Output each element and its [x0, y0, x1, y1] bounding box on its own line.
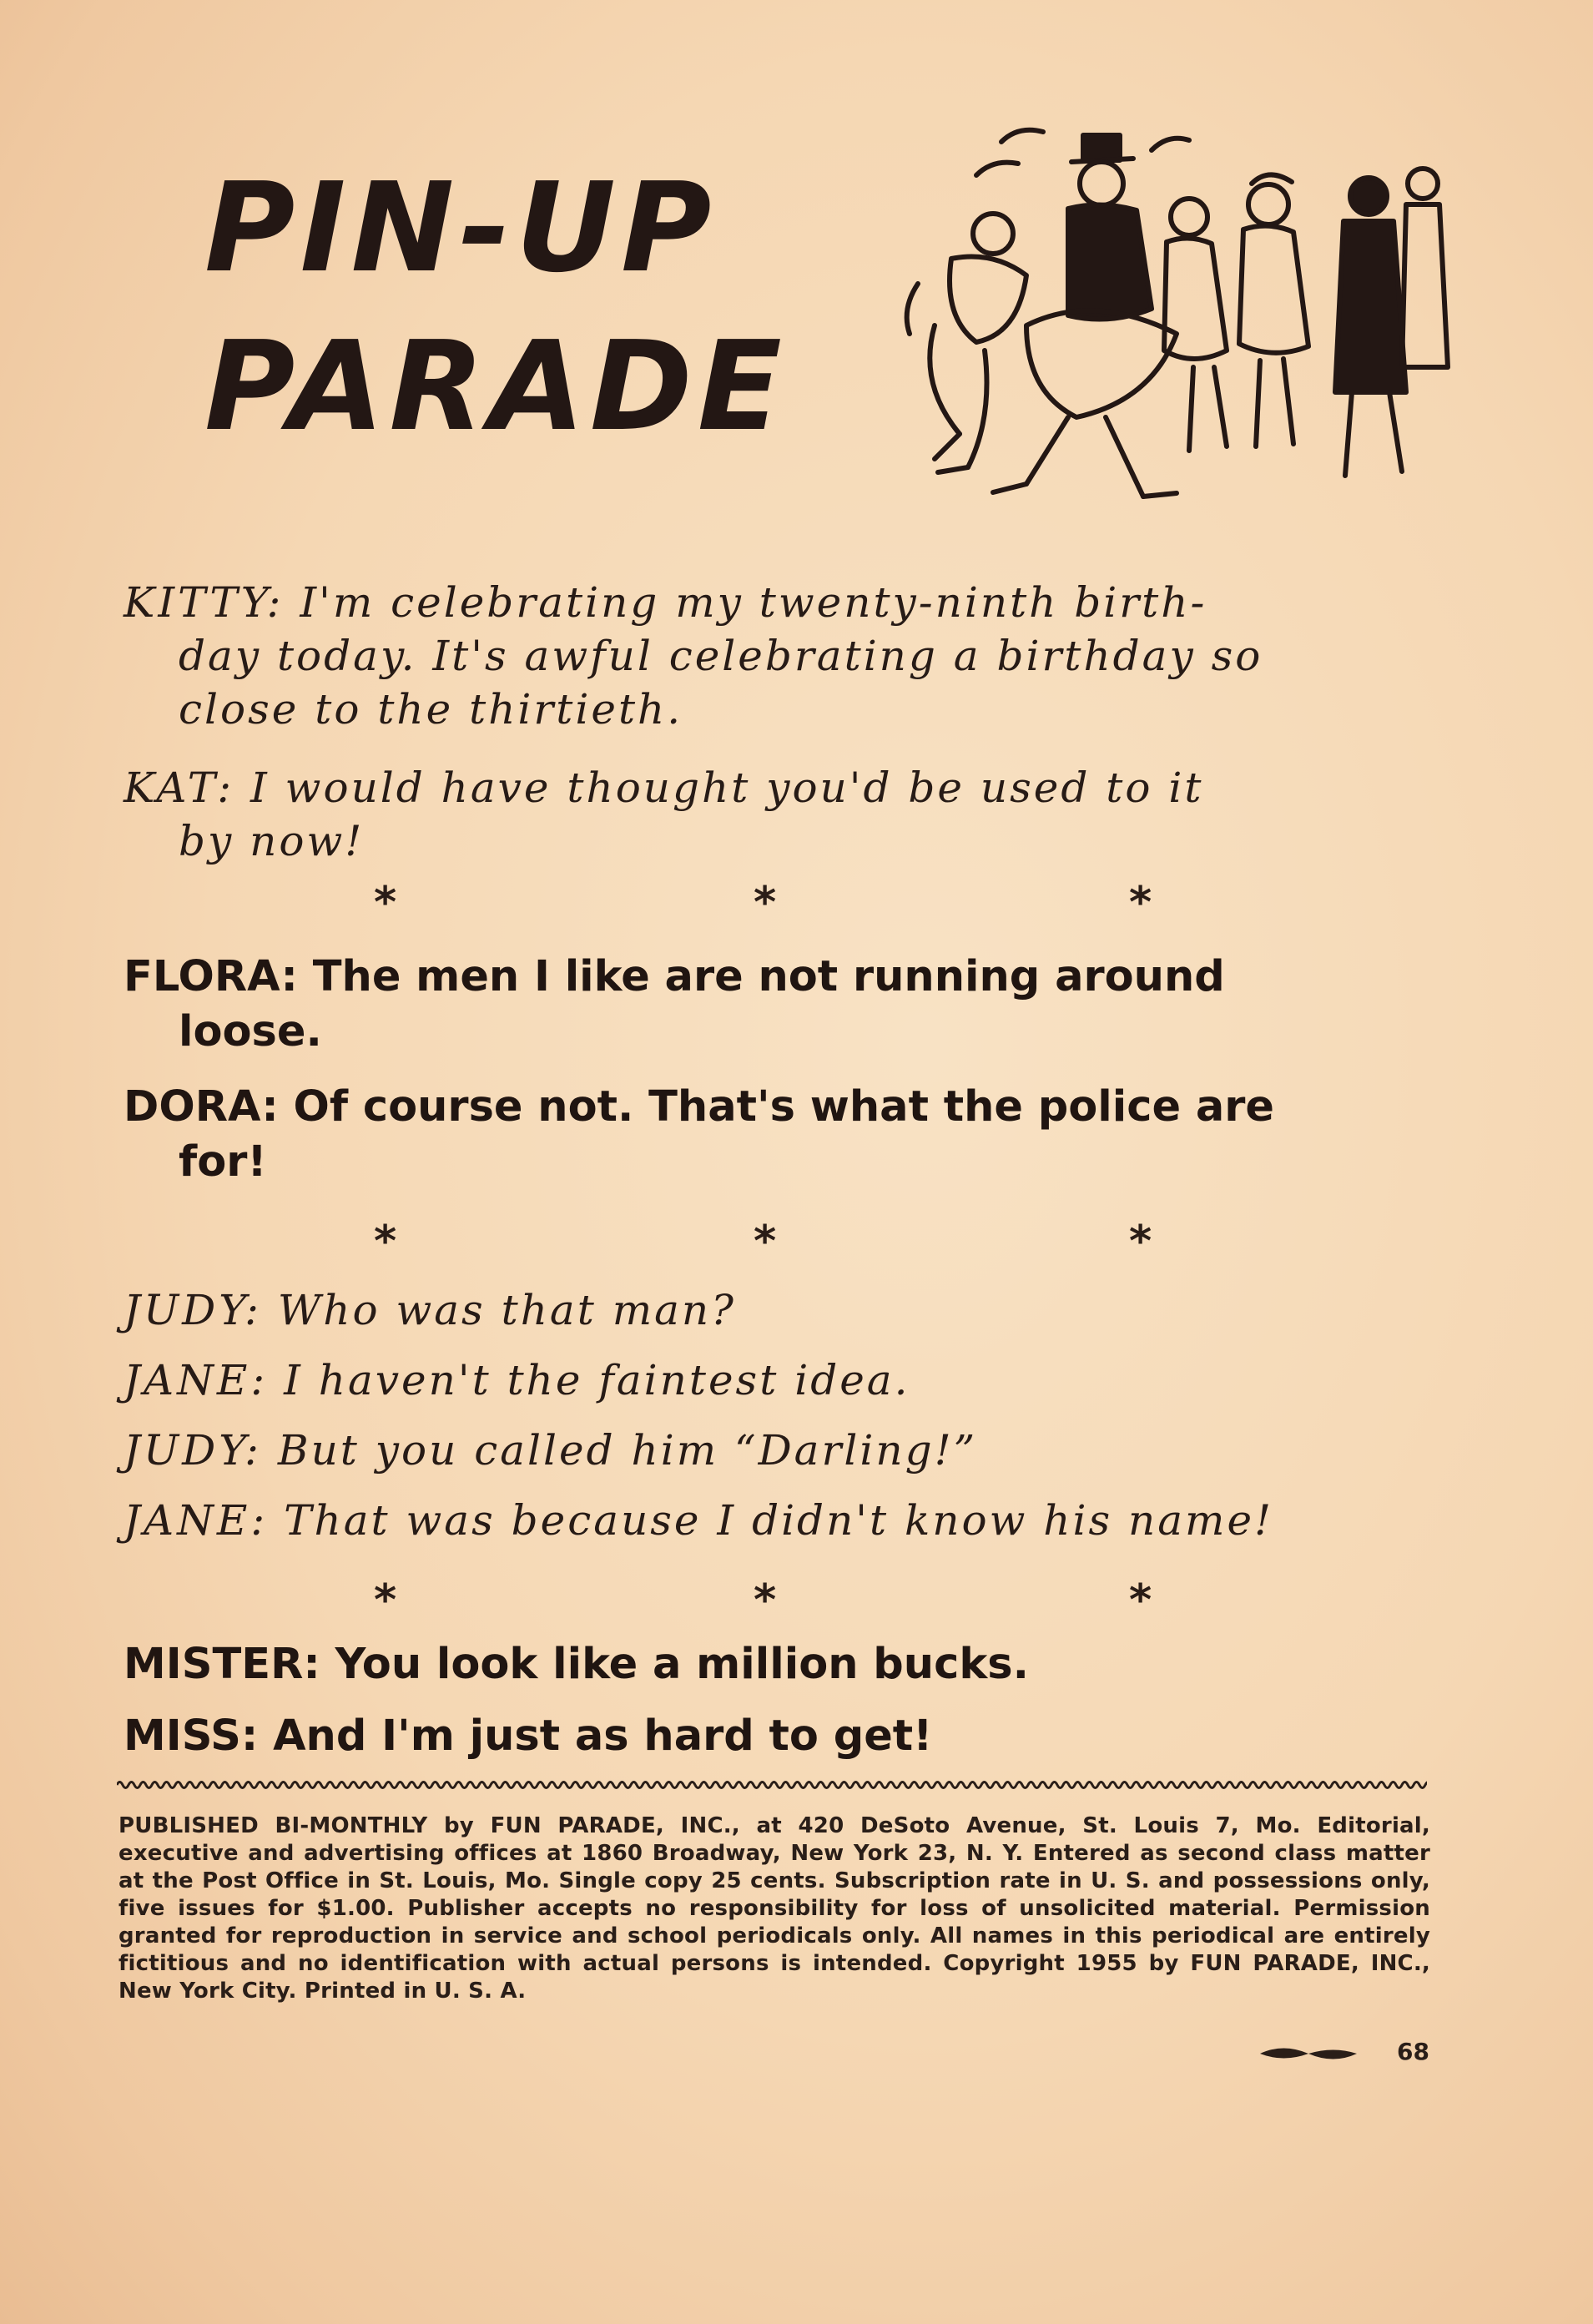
dialog-continuation: close to the thirtieth.	[179, 685, 683, 733]
speaker-name: JANE:	[124, 1496, 269, 1545]
dialog-text: Of course not. That's what the police are	[293, 1082, 1274, 1132]
speaker-name: DORA:	[124, 1082, 279, 1132]
parade-crowd-illustration	[901, 117, 1460, 517]
separator-star: *	[374, 1217, 397, 1267]
speaker-name: KAT:	[124, 764, 235, 812]
ornament-icon	[1258, 2041, 1359, 2066]
dialog-line	[124, 1354, 1425, 1407]
dialog-text: Who was that man?	[277, 1286, 736, 1334]
dialog-line	[124, 1494, 1425, 1547]
dialog-line	[124, 761, 1425, 814]
speaker-name: JANE:	[124, 1356, 269, 1404]
separator-stars	[124, 1217, 1425, 1267]
joke-judy-jane	[124, 1283, 1425, 1547]
dialog-line	[124, 576, 1425, 629]
separator-star: *	[1129, 1217, 1152, 1267]
dialog-text: But you called him “Darling!”	[277, 1426, 978, 1475]
page-title-line-1: PIN-UP	[204, 156, 717, 300]
dialog-line	[124, 1080, 1425, 1135]
dialog-text: That was because I didn't know his name!	[284, 1496, 1274, 1545]
joke-mister-miss	[124, 1637, 1425, 1764]
joke-kitty-kat	[124, 576, 1425, 868]
dialog-line	[124, 1709, 1425, 1764]
speaker-name: FLORA:	[124, 952, 298, 1001]
dialog-text: I'm celebrating my twenty-ninth birth-	[300, 578, 1207, 627]
dialog-text: I would have thought you'd be used to it	[250, 764, 1204, 812]
separator-star: *	[1129, 878, 1152, 928]
separator-star: *	[754, 878, 777, 928]
separator-star: *	[754, 1575, 777, 1626]
dialog-text: And I'm just as hard to get!	[273, 1711, 933, 1761]
dialog-text: I haven't the faintest idea.	[284, 1356, 910, 1404]
dialog-line	[124, 1424, 1425, 1477]
dialog-continuation: for!	[179, 1137, 267, 1187]
dialog-text: You look like a million bucks.	[335, 1640, 1029, 1689]
dialog-line	[124, 1637, 1425, 1692]
page-title-line-2: PARADE	[204, 315, 787, 458]
dialog-line	[124, 1283, 1425, 1337]
separator-star: *	[374, 1575, 397, 1626]
dialog-text: The men I like are not running around	[312, 952, 1225, 1001]
speaker-name: MISS:	[124, 1711, 259, 1761]
dialog-line	[124, 950, 1425, 1005]
page-number: 68	[1397, 2038, 1429, 2065]
separator-star: *	[754, 1217, 777, 1267]
dialog-continuation: day today. It's awful celebrating a birthday so	[179, 632, 1263, 680]
separator-star: *	[1129, 1575, 1152, 1626]
speaker-name: MISTER:	[124, 1640, 320, 1689]
joke-flora-dora	[124, 950, 1425, 1190]
speaker-name: KITTY:	[124, 578, 285, 627]
speaker-name: JUDY:	[124, 1426, 262, 1475]
separator-stars	[124, 878, 1425, 928]
dialog-continuation: loose.	[179, 1007, 322, 1056]
wavy-divider	[117, 1777, 1427, 1792]
separator-star: *	[374, 878, 397, 928]
dialog-continuation: by now!	[179, 817, 365, 865]
speaker-name: JUDY:	[124, 1286, 262, 1334]
page-number-block	[1258, 2038, 1429, 2071]
publication-colophon: PUBLISHED BI-MONTHLY by FUN PARADE, INC., at 420 DeSoto Avenue, St. Louis 7, Mo. Editorial, executive and advertising offices at 1860 Broadway, New York 23, N. Y. Entered as second class matter at the Post Office in St. Louis, Mo. Single copy 25 cents. Subscription rate in U. S. and possessions only, five issues for $1.00. Publisher accepts no responsibility for loss of unsolicited material. Permission granted for reproduction in service and school periodicals only. All names in this periodical are entirely fictitious and no identification with actual persons is intended. Copyright 1955 by FUN PARADE, INC., New York City. Printed in U. S. A.	[118, 1813, 1430, 2004]
separator-stars	[124, 1575, 1425, 1626]
